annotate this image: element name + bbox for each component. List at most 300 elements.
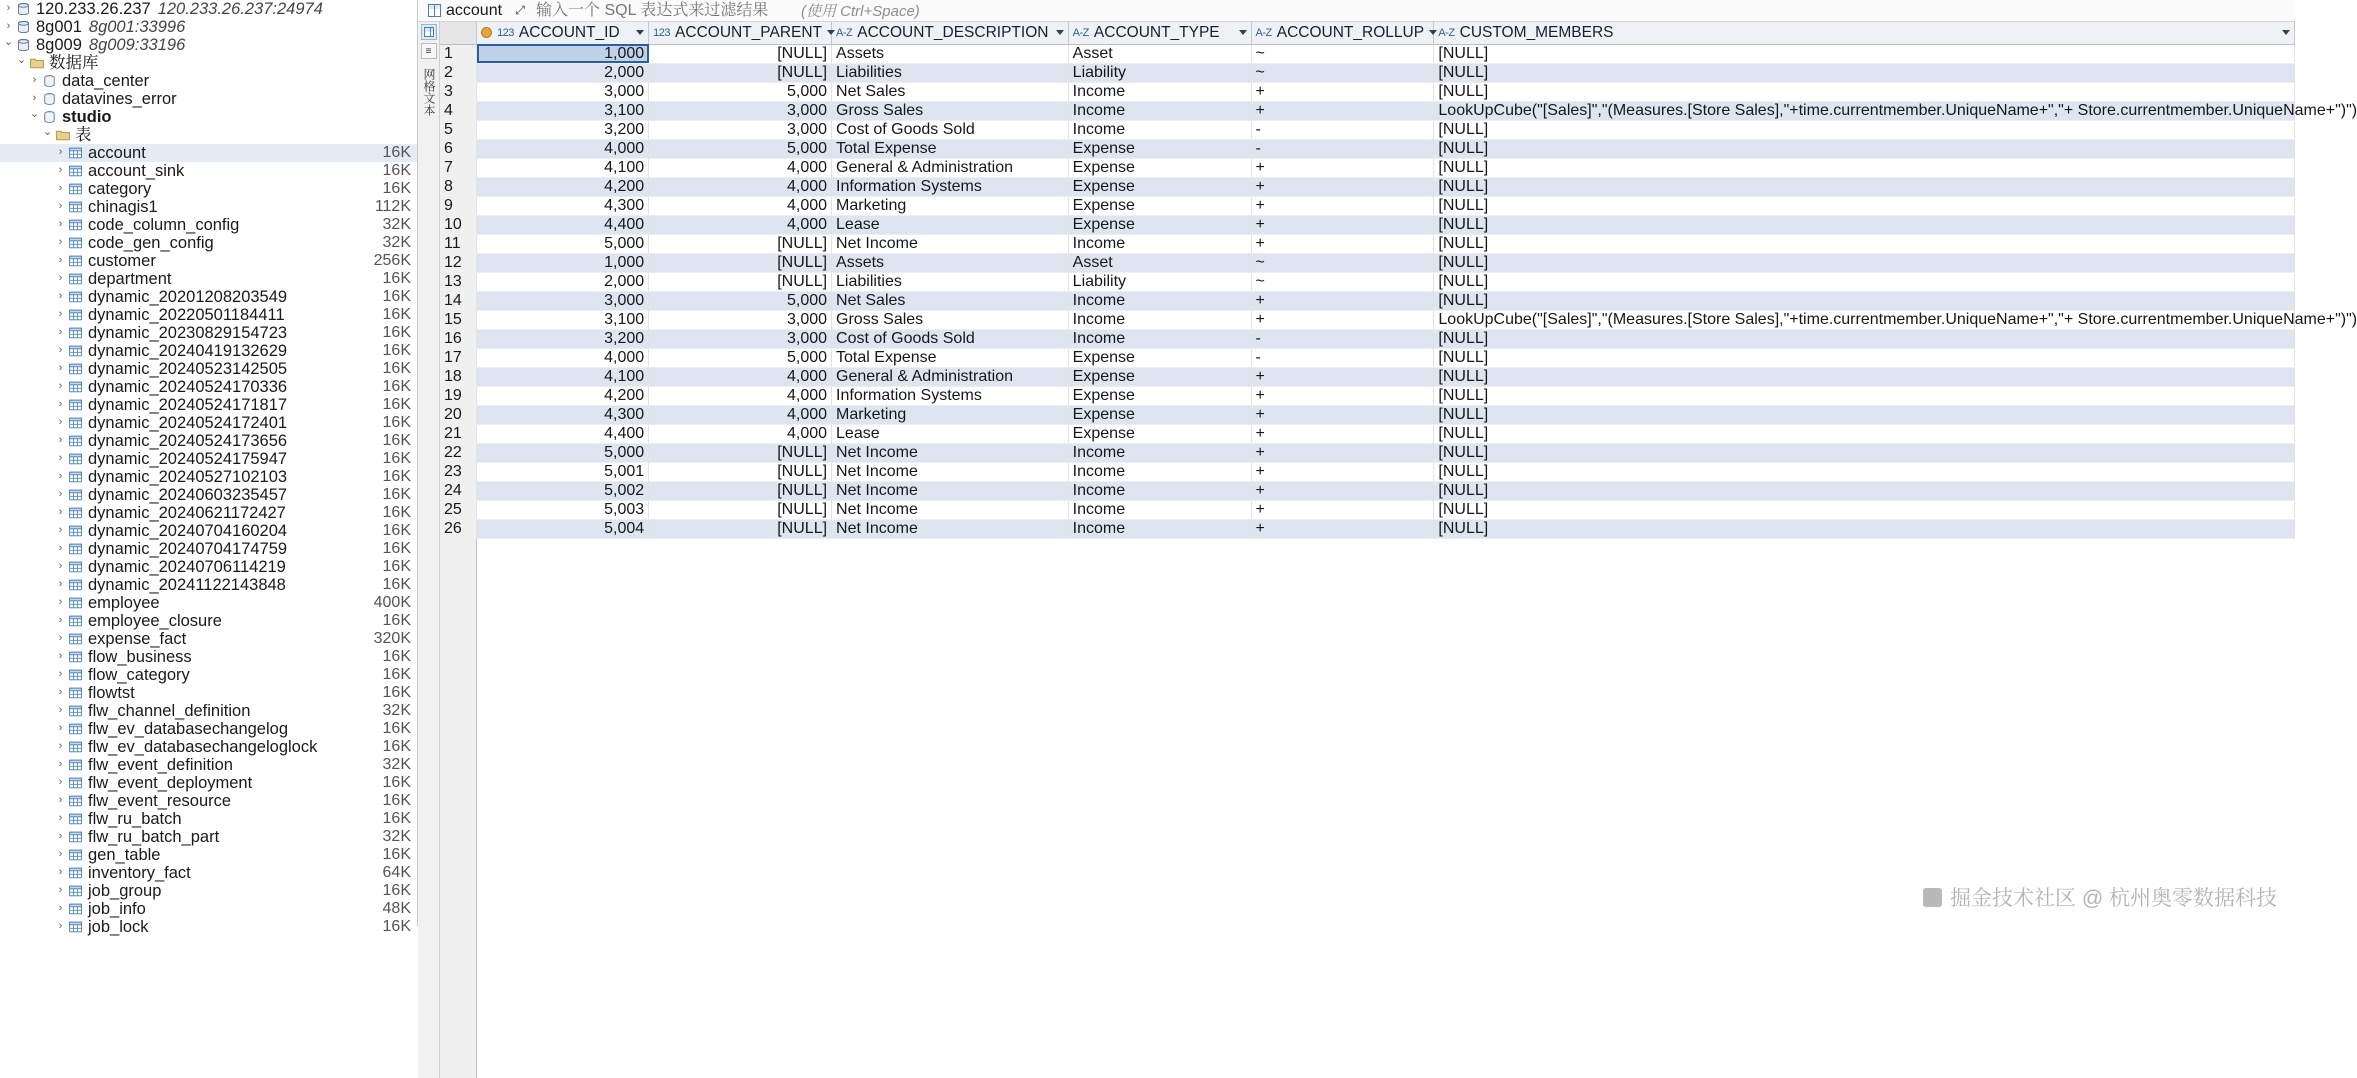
- tree-item-table[interactable]: [0, 216, 417, 234]
- table-cell[interactable]: [NULL]: [1434, 120, 2295, 139]
- table-row[interactable]: [440, 177, 2295, 196]
- table-cell[interactable]: 4,100: [477, 158, 649, 177]
- tree-item-table[interactable]: [0, 198, 417, 216]
- tree-twisty[interactable]: [54, 863, 67, 881]
- column-header[interactable]: [1251, 22, 1434, 44]
- table-cell[interactable]: Information Systems: [832, 386, 1069, 405]
- tree-twisty[interactable]: [15, 53, 28, 71]
- table-row[interactable]: [440, 310, 2295, 329]
- table-cell[interactable]: Net Income: [832, 519, 1069, 538]
- table-cell[interactable]: [NULL]: [1434, 367, 2295, 386]
- tree-item-table[interactable]: [0, 792, 417, 810]
- tree-twisty[interactable]: [54, 197, 67, 215]
- tree-twisty[interactable]: [28, 107, 41, 125]
- table-row[interactable]: [440, 329, 2295, 348]
- tree-item-table[interactable]: [0, 504, 417, 522]
- table-cell[interactable]: 4,000: [477, 139, 649, 158]
- table-cell[interactable]: Income: [1068, 291, 1251, 310]
- table-cell[interactable]: +: [1251, 443, 1434, 462]
- result-tab-account[interactable]: [424, 2, 506, 20]
- table-cell[interactable]: [NULL]: [649, 481, 832, 500]
- table-cell[interactable]: 4,300: [477, 405, 649, 424]
- tree-item-table[interactable]: [0, 324, 417, 342]
- table-cell[interactable]: [NULL]: [1434, 405, 2295, 424]
- table-cell[interactable]: Net Sales: [832, 291, 1069, 310]
- table-cell[interactable]: Marketing: [832, 405, 1069, 424]
- database-navigator-sidebar[interactable]: [0, 0, 418, 936]
- table-cell[interactable]: 1,000: [477, 44, 649, 63]
- table-cell[interactable]: 2,000: [477, 272, 649, 291]
- table-row[interactable]: [440, 272, 2295, 291]
- table-cell[interactable]: Liability: [1068, 272, 1251, 291]
- tree-item-table[interactable]: [0, 414, 417, 432]
- table-cell[interactable]: Expense: [1068, 158, 1251, 177]
- table-cell[interactable]: [NULL]: [649, 443, 832, 462]
- table-cell[interactable]: General & Administration: [832, 158, 1069, 177]
- tree-twisty[interactable]: [54, 143, 67, 161]
- column-header[interactable]: [649, 22, 832, 44]
- tree-twisty[interactable]: [54, 737, 67, 755]
- connection-item[interactable]: [0, 0, 417, 18]
- table-row[interactable]: [440, 215, 2295, 234]
- table-cell[interactable]: 3,100: [477, 310, 649, 329]
- table-cell[interactable]: Total Expense: [832, 139, 1069, 158]
- table-cell[interactable]: [NULL]: [1434, 139, 2295, 158]
- tree-twisty[interactable]: [54, 251, 67, 269]
- tree-twisty[interactable]: [54, 773, 67, 791]
- chevron-down-icon[interactable]: [1239, 30, 1247, 35]
- tree-twisty[interactable]: [54, 809, 67, 827]
- tree-twisty[interactable]: [54, 845, 67, 863]
- tree-item-node[interactable]: [0, 90, 417, 108]
- table-cell[interactable]: Net Income: [832, 481, 1069, 500]
- table-cell[interactable]: 3,000: [477, 82, 649, 101]
- tree-item-table[interactable]: [0, 684, 417, 702]
- table-cell[interactable]: 5,002: [477, 481, 649, 500]
- table-row[interactable]: [440, 158, 2295, 177]
- table-cell[interactable]: +: [1251, 196, 1434, 215]
- table-row[interactable]: [440, 462, 2295, 481]
- table-cell[interactable]: Net Income: [832, 500, 1069, 519]
- table-cell[interactable]: [NULL]: [1434, 82, 2295, 101]
- table-cell[interactable]: Net Income: [832, 234, 1069, 253]
- table-cell[interactable]: Income: [1068, 519, 1251, 538]
- tree-item-table[interactable]: [0, 378, 417, 396]
- tree-item-node[interactable]: [0, 126, 417, 144]
- table-row[interactable]: [440, 291, 2295, 310]
- tree-item-table[interactable]: [0, 720, 417, 738]
- tree-item-table[interactable]: [0, 450, 417, 468]
- table-cell[interactable]: [NULL]: [1434, 386, 2295, 405]
- table-cell[interactable]: Income: [1068, 329, 1251, 348]
- table-cell[interactable]: [NULL]: [1434, 177, 2295, 196]
- table-cell[interactable]: 4,000: [649, 215, 832, 234]
- table-cell[interactable]: +: [1251, 215, 1434, 234]
- tree-twisty[interactable]: [54, 305, 67, 323]
- table-cell[interactable]: 3,000: [649, 120, 832, 139]
- table-cell[interactable]: 4,200: [477, 177, 649, 196]
- table-cell[interactable]: [NULL]: [1434, 424, 2295, 443]
- tree-item-table[interactable]: [0, 468, 417, 486]
- table-cell[interactable]: 4,300: [477, 196, 649, 215]
- table-cell[interactable]: 5,000: [477, 234, 649, 253]
- table-row[interactable]: [440, 101, 2295, 120]
- table-cell[interactable]: Income: [1068, 500, 1251, 519]
- tree-twisty[interactable]: [54, 593, 67, 611]
- tree-twisty[interactable]: [54, 359, 67, 377]
- tree-item-table[interactable]: [0, 234, 417, 252]
- table-cell[interactable]: Net Income: [832, 443, 1069, 462]
- table-cell[interactable]: 5,000: [649, 348, 832, 367]
- tree-twisty[interactable]: [54, 665, 67, 683]
- tree-item-node[interactable]: [0, 108, 417, 126]
- table-cell[interactable]: 4,000: [649, 367, 832, 386]
- table-cell[interactable]: Income: [1068, 82, 1251, 101]
- tree-item-table[interactable]: [0, 810, 417, 828]
- table-cell[interactable]: +: [1251, 234, 1434, 253]
- table-cell[interactable]: [NULL]: [649, 272, 832, 291]
- tree-item-table[interactable]: [0, 576, 417, 594]
- tree-item-table[interactable]: [0, 288, 417, 306]
- table-cell[interactable]: 2,000: [477, 63, 649, 82]
- tree-twisty[interactable]: [28, 71, 41, 89]
- tree-twisty[interactable]: [54, 917, 67, 935]
- tree-item-table[interactable]: [0, 738, 417, 756]
- table-cell[interactable]: 3,000: [649, 310, 832, 329]
- table-cell[interactable]: +: [1251, 101, 1434, 120]
- table-cell[interactable]: -: [1251, 329, 1434, 348]
- table-cell[interactable]: [NULL]: [649, 519, 832, 538]
- chevron-down-icon[interactable]: [1056, 30, 1064, 35]
- table-cell[interactable]: Assets: [832, 253, 1069, 272]
- tree-item-table[interactable]: [0, 594, 417, 612]
- table-row[interactable]: [440, 348, 2295, 367]
- table-cell[interactable]: [NULL]: [1434, 519, 2295, 538]
- tree-twisty[interactable]: [54, 881, 67, 899]
- table-row[interactable]: [440, 139, 2295, 158]
- tree-item-table[interactable]: [0, 702, 417, 720]
- tree-twisty[interactable]: [2, 17, 15, 35]
- table-cell[interactable]: 5,000: [649, 82, 832, 101]
- table-cell[interactable]: LookUpCube("[Sales]","(Measures.[Store Sales],"+time.currentmember.UniqueName+","+ Store.currentmember.UniqueName+")"): [1434, 101, 2295, 120]
- tree-twisty[interactable]: [54, 269, 67, 287]
- connection-item[interactable]: [0, 36, 417, 54]
- chevron-down-icon[interactable]: [827, 30, 835, 35]
- tree-twisty[interactable]: [54, 899, 67, 917]
- table-row[interactable]: [440, 63, 2295, 82]
- table-cell[interactable]: +: [1251, 405, 1434, 424]
- table-cell[interactable]: 5,000: [649, 291, 832, 310]
- table-cell[interactable]: Gross Sales: [832, 310, 1069, 329]
- table-cell[interactable]: Income: [1068, 462, 1251, 481]
- table-row[interactable]: [440, 44, 2295, 63]
- table-cell[interactable]: Total Expense: [832, 348, 1069, 367]
- table-cell[interactable]: Marketing: [832, 196, 1069, 215]
- tree-twisty[interactable]: [54, 215, 67, 233]
- table-cell[interactable]: [NULL]: [1434, 291, 2295, 310]
- table-cell[interactable]: Asset: [1068, 253, 1251, 272]
- table-cell[interactable]: Asset: [1068, 44, 1251, 63]
- table-cell[interactable]: Expense: [1068, 424, 1251, 443]
- table-cell[interactable]: 3,000: [477, 291, 649, 310]
- tree-twisty[interactable]: [54, 467, 67, 485]
- table-cell[interactable]: Income: [1068, 443, 1251, 462]
- tree-item-table[interactable]: [0, 360, 417, 378]
- grid-view-button[interactable]: [421, 24, 437, 40]
- tree-item-table[interactable]: [0, 900, 417, 918]
- table-cell[interactable]: Expense: [1068, 139, 1251, 158]
- tree-item-table[interactable]: [0, 306, 417, 324]
- tree-twisty[interactable]: [2, 35, 15, 53]
- table-cell[interactable]: [NULL]: [1434, 500, 2295, 519]
- table-cell[interactable]: 3,100: [477, 101, 649, 120]
- tree-item-table[interactable]: [0, 486, 417, 504]
- tree-item-node[interactable]: [0, 72, 417, 90]
- table-cell[interactable]: 4,000: [649, 424, 832, 443]
- table-cell[interactable]: [NULL]: [1434, 329, 2295, 348]
- table-cell[interactable]: [NULL]: [1434, 196, 2295, 215]
- table-cell[interactable]: Liability: [1068, 63, 1251, 82]
- table-cell[interactable]: [NULL]: [1434, 481, 2295, 500]
- tree-twisty[interactable]: [54, 449, 67, 467]
- table-cell[interactable]: Net Income: [832, 462, 1069, 481]
- table-cell[interactable]: [NULL]: [1434, 215, 2295, 234]
- tree-twisty[interactable]: [54, 827, 67, 845]
- tree-twisty[interactable]: [54, 575, 67, 593]
- table-cell[interactable]: Expense: [1068, 405, 1251, 424]
- tree-item-table[interactable]: [0, 630, 417, 648]
- table-row[interactable]: [440, 443, 2295, 462]
- tree-twisty[interactable]: [2, 0, 15, 17]
- table-cell[interactable]: Information Systems: [832, 177, 1069, 196]
- grid-side-strip[interactable]: [418, 22, 440, 1078]
- tree-twisty[interactable]: [54, 755, 67, 773]
- column-header[interactable]: [477, 22, 649, 44]
- table-row[interactable]: [440, 196, 2295, 215]
- table-row[interactable]: [440, 82, 2295, 101]
- tree-item-table[interactable]: [0, 252, 417, 270]
- table-cell[interactable]: ~: [1251, 253, 1434, 272]
- table-cell[interactable]: [NULL]: [649, 44, 832, 63]
- table-cell[interactable]: [NULL]: [649, 234, 832, 253]
- result-toolbar[interactable]: [418, 0, 2295, 22]
- tree-item-table[interactable]: [0, 180, 417, 198]
- tree-twisty[interactable]: [41, 125, 54, 143]
- tree-item-table[interactable]: [0, 918, 417, 936]
- tree-item-table[interactable]: [0, 270, 417, 288]
- tree-twisty[interactable]: [54, 287, 67, 305]
- tree-item-table[interactable]: [0, 756, 417, 774]
- table-cell[interactable]: +: [1251, 481, 1434, 500]
- tree-item-table[interactable]: [0, 162, 417, 180]
- table-cell[interactable]: 3,200: [477, 329, 649, 348]
- tree-twisty[interactable]: [54, 179, 67, 197]
- table-cell[interactable]: 5,000: [477, 443, 649, 462]
- table-cell[interactable]: Income: [1068, 481, 1251, 500]
- table-cell[interactable]: 5,003: [477, 500, 649, 519]
- maximize-icon[interactable]: ⤢: [515, 3, 525, 17]
- table-cell[interactable]: 5,004: [477, 519, 649, 538]
- tree-item-table[interactable]: [0, 864, 417, 882]
- table-cell[interactable]: [NULL]: [649, 253, 832, 272]
- tree-twisty[interactable]: [54, 557, 67, 575]
- table-cell[interactable]: 3,000: [649, 101, 832, 120]
- chevron-down-icon[interactable]: [636, 30, 644, 35]
- chevron-down-icon[interactable]: [1429, 30, 1437, 35]
- connection-item[interactable]: [0, 18, 417, 36]
- tree-twisty[interactable]: [54, 611, 67, 629]
- table-cell[interactable]: [NULL]: [1434, 348, 2295, 367]
- table-cell[interactable]: [NULL]: [649, 462, 832, 481]
- tree-item-table[interactable]: [0, 342, 417, 360]
- table-cell[interactable]: +: [1251, 424, 1434, 443]
- table-cell[interactable]: 5,001: [477, 462, 649, 481]
- table-row[interactable]: [440, 424, 2295, 443]
- tree-twisty[interactable]: [54, 413, 67, 431]
- tree-item-node[interactable]: [0, 54, 417, 72]
- table-cell[interactable]: Lease: [832, 215, 1069, 234]
- table-cell[interactable]: [NULL]: [1434, 44, 2295, 63]
- column-header[interactable]: [832, 22, 1069, 44]
- table-cell[interactable]: -: [1251, 120, 1434, 139]
- table-cell[interactable]: Income: [1068, 310, 1251, 329]
- table-cell[interactable]: Income: [1068, 120, 1251, 139]
- table-cell[interactable]: [NULL]: [1434, 272, 2295, 291]
- table-cell[interactable]: 3,200: [477, 120, 649, 139]
- tree-twisty[interactable]: [54, 701, 67, 719]
- table-cell[interactable]: General & Administration: [832, 367, 1069, 386]
- table-cell[interactable]: 4,000: [649, 177, 832, 196]
- table-cell[interactable]: +: [1251, 462, 1434, 481]
- tree-twisty[interactable]: [54, 341, 67, 359]
- table-cell[interactable]: Income: [1068, 101, 1251, 120]
- table-row[interactable]: [440, 367, 2295, 386]
- table-cell[interactable]: LookUpCube("[Sales]","(Measures.[Store Sales],"+time.currentmember.UniqueName+","+ Store.currentmember.UniqueName+")"): [1434, 310, 2295, 329]
- tree-twisty[interactable]: [54, 521, 67, 539]
- table-cell[interactable]: Liabilities: [832, 63, 1069, 82]
- chevron-down-icon[interactable]: [2282, 30, 2290, 35]
- table-cell[interactable]: 3,000: [649, 329, 832, 348]
- tree-twisty[interactable]: [28, 89, 41, 107]
- tree-item-table[interactable]: [0, 666, 417, 684]
- table-cell[interactable]: +: [1251, 291, 1434, 310]
- table-row[interactable]: [440, 253, 2295, 272]
- tree-twisty[interactable]: [54, 395, 67, 413]
- table-cell[interactable]: Lease: [832, 424, 1069, 443]
- result-grid[interactable]: [440, 22, 2357, 1078]
- table-cell[interactable]: 4,400: [477, 424, 649, 443]
- table-cell[interactable]: Expense: [1068, 215, 1251, 234]
- table-cell[interactable]: 5,000: [649, 139, 832, 158]
- tree-twisty[interactable]: [54, 647, 67, 665]
- tree-item-table[interactable]: [0, 846, 417, 864]
- tree-item-table[interactable]: [0, 828, 417, 846]
- table-cell[interactable]: 4,100: [477, 367, 649, 386]
- table-cell[interactable]: 4,000: [649, 386, 832, 405]
- table-cell[interactable]: -: [1251, 348, 1434, 367]
- column-header[interactable]: [1068, 22, 1251, 44]
- table-row[interactable]: [440, 500, 2295, 519]
- tree-twisty[interactable]: [54, 539, 67, 557]
- tree-twisty[interactable]: [54, 485, 67, 503]
- table-cell[interactable]: +: [1251, 177, 1434, 196]
- tree-item-table[interactable]: [0, 774, 417, 792]
- table-cell[interactable]: +: [1251, 310, 1434, 329]
- tree-twisty[interactable]: [54, 503, 67, 521]
- table-cell[interactable]: 4,000: [649, 196, 832, 215]
- table-cell[interactable]: Expense: [1068, 177, 1251, 196]
- table-cell[interactable]: 4,000: [649, 158, 832, 177]
- tree-item-table[interactable]: [0, 648, 417, 666]
- table-cell[interactable]: 4,400: [477, 215, 649, 234]
- table-cell[interactable]: 4,000: [649, 405, 832, 424]
- table-cell[interactable]: ~: [1251, 272, 1434, 291]
- result-table[interactable]: [440, 22, 2357, 1078]
- table-cell[interactable]: Expense: [1068, 386, 1251, 405]
- table-row[interactable]: [440, 120, 2295, 139]
- table-cell[interactable]: ~: [1251, 63, 1434, 82]
- table-cell[interactable]: [NULL]: [1434, 462, 2295, 481]
- tree-item-table[interactable]: [0, 432, 417, 450]
- table-cell[interactable]: Cost of Goods Sold: [832, 120, 1069, 139]
- table-row[interactable]: [440, 405, 2295, 424]
- table-cell[interactable]: Gross Sales: [832, 101, 1069, 120]
- tree-twisty[interactable]: [54, 323, 67, 341]
- tree-item-table[interactable]: [0, 882, 417, 900]
- table-header-row[interactable]: [440, 22, 2295, 44]
- tree-twisty[interactable]: [54, 431, 67, 449]
- table-cell[interactable]: [NULL]: [1434, 63, 2295, 82]
- table-cell[interactable]: 1,000: [477, 253, 649, 272]
- table-row[interactable]: [440, 481, 2295, 500]
- table-cell[interactable]: [NULL]: [1434, 234, 2295, 253]
- table-row[interactable]: [440, 519, 2295, 538]
- column-header[interactable]: [1434, 22, 2295, 44]
- tree-item-table[interactable]: [0, 558, 417, 576]
- table-row[interactable]: [440, 386, 2295, 405]
- table-cell[interactable]: +: [1251, 500, 1434, 519]
- table-cell[interactable]: ~: [1251, 44, 1434, 63]
- table-cell[interactable]: +: [1251, 158, 1434, 177]
- table-cell[interactable]: +: [1251, 519, 1434, 538]
- tree-twisty[interactable]: [54, 719, 67, 737]
- table-cell[interactable]: Cost of Goods Sold: [832, 329, 1069, 348]
- tree-item-table[interactable]: [0, 612, 417, 630]
- tree-twisty[interactable]: [54, 161, 67, 179]
- tree-twisty[interactable]: [54, 683, 67, 701]
- sql-filter-input[interactable]: [534, 1, 2289, 21]
- table-cell[interactable]: Expense: [1068, 348, 1251, 367]
- table-cell[interactable]: +: [1251, 367, 1434, 386]
- tree-twisty[interactable]: [54, 629, 67, 647]
- table-cell[interactable]: Assets: [832, 44, 1069, 63]
- table-cell[interactable]: [NULL]: [1434, 443, 2295, 462]
- table-cell[interactable]: [NULL]: [1434, 158, 2295, 177]
- table-cell[interactable]: [NULL]: [649, 63, 832, 82]
- tree-twisty[interactable]: [54, 791, 67, 809]
- table-cell[interactable]: 4,200: [477, 386, 649, 405]
- table-cell[interactable]: Net Sales: [832, 82, 1069, 101]
- tree-item-table[interactable]: [0, 540, 417, 558]
- text-view-button[interactable]: [421, 43, 437, 59]
- tree-item-table[interactable]: [0, 522, 417, 540]
- table-cell[interactable]: Expense: [1068, 367, 1251, 386]
- table-row[interactable]: [440, 234, 2295, 253]
- tree-item-table[interactable]: [0, 144, 417, 162]
- table-cell[interactable]: Income: [1068, 234, 1251, 253]
- table-cell[interactable]: -: [1251, 139, 1434, 158]
- tree-twisty[interactable]: [54, 233, 67, 251]
